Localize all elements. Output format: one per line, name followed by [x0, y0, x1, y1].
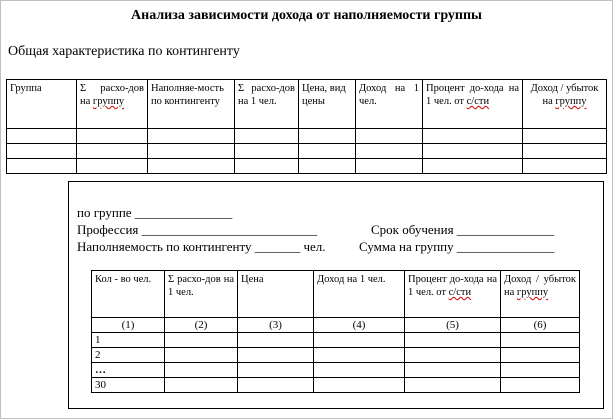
table-row: [92, 333, 580, 348]
document-title: Анализа зависимости дохода от наполняемости группы: [131, 8, 482, 23]
table-row: [92, 363, 580, 378]
table-header-row: [92, 271, 580, 318]
table-row: [7, 129, 607, 144]
col-number: (4): [314, 318, 405, 333]
contingent-table: [6, 79, 607, 174]
form-line-group: по группе _______________: [77, 205, 233, 220]
table-row: [7, 144, 607, 159]
form-line-profession: Профессия ___________________________: [77, 222, 318, 237]
row-count: 30: [92, 378, 165, 393]
col-number: (5): [405, 318, 501, 333]
col-profit-loss: Доход / убыток на группу: [501, 271, 580, 318]
group-calc-table: [91, 270, 580, 393]
column-number-row: [92, 318, 580, 333]
form-line-duration: Срок обучения _______________: [371, 222, 555, 237]
col-income-person: Доход на 1 чел.: [356, 80, 423, 129]
col-group: Группа: [7, 80, 77, 129]
col-number: (3): [238, 318, 314, 333]
col-number: (1): [92, 318, 165, 333]
col-number: (6): [501, 318, 580, 333]
col-number: (2): [165, 318, 238, 333]
col-price: Цена: [238, 271, 314, 318]
col-expenses-person: Σ расхо-дов на 1 чел.: [235, 80, 299, 129]
section-subtitle: Общая характеристика по контингенту: [8, 44, 240, 59]
table-header-row: [7, 80, 607, 129]
col-expenses-group: Σ расхо-дов на группу: [77, 80, 148, 129]
form-line-sum: Сумма на группу _______________: [359, 239, 555, 254]
table-row: [7, 159, 607, 174]
col-expenses-person: Σ расхо-дов на 1 чел.: [165, 271, 238, 318]
col-price: Цена, вид цены: [299, 80, 356, 129]
col-fill-rate: Наполняе-мость по контингенту: [148, 80, 235, 129]
row-count: …: [92, 363, 165, 378]
table-row: [92, 378, 580, 393]
row-count: 1: [92, 333, 165, 348]
table-row: [92, 348, 580, 363]
row-count: 2: [92, 348, 165, 363]
col-count: Кол - во чел.: [92, 271, 165, 318]
col-profit-loss: Доход / убыток на группу: [523, 80, 607, 129]
form-line-fill-rate: Наполняемость по контингенту _______ чел.: [77, 239, 326, 254]
col-income-person: Доход на 1 чел.: [314, 271, 405, 318]
col-income-percent: Процент до-хода на 1 чел. от с/сти: [423, 80, 523, 129]
group-form-box: [68, 181, 604, 409]
col-income-percent: Процент до-хода на 1 чел. от с/сти: [405, 271, 501, 318]
